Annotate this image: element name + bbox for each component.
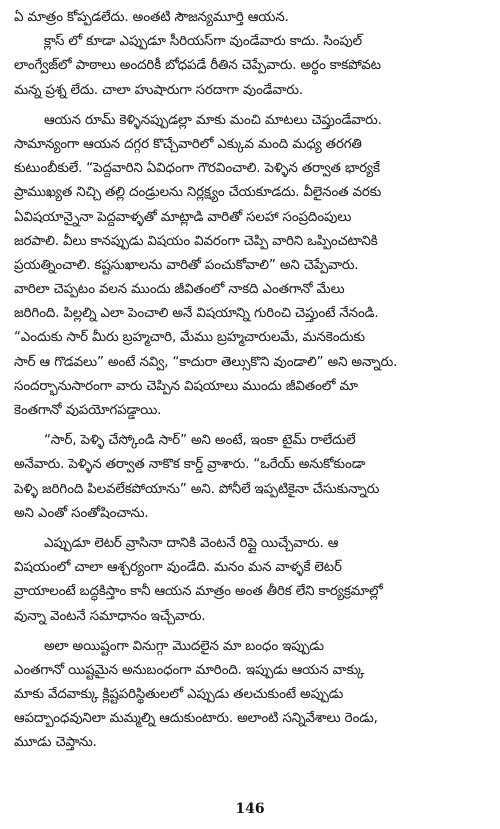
- text-line: సామాన్యంగా ఆయన దగ్గర కొచ్చేవారిలో ఎక్కువ మంది మధ్య తరగతి: [14, 136, 362, 152]
- text-line: మూడు చెప్తాను.: [14, 735, 97, 751]
- text-line: జరపాలి. వీలు కానప్పుడు విషయం వివరంగా చెప్పి వారిని ఒప్పించటానికి: [14, 233, 378, 249]
- text-line: పెళ్ళి జరిగింది పిలవలేకపోయాను” అని. పోనీలే ఇప్పటికైనా చేసుకున్నారు: [14, 481, 380, 497]
- body-text: [14, 6, 488, 756]
- text-line: అనేవారు. పెళ్ళిన తర్వాత నాకొక కార్డ్ వ్రాశారు. “ఒరేయ్ అనుకోకుండా: [14, 457, 366, 473]
- text-line: లాంగ్వేజ్‌లో పాఠాలు అందరికీ బోధపడే రీతిన చెప్పేవారు. అర్థం కాకపోవట: [14, 58, 381, 74]
- text-line: వ్రాయాలంటే బద్ధకిస్తాం కానీ ఆయన మాత్రం అంత తీరిక లేని కార్యక్రమాల్లో: [14, 584, 383, 600]
- text-line: ఏవిషయాన్నైనా పెద్దవాళ్ళతో మాట్లాడి వారితో సలహా సంప్రదింపులు: [14, 209, 352, 225]
- text-line: క్లాస్ లో కూడా ఎప్పుడూ సీరియస్‌గా వుండేవారు కాదు. సింపుల్: [44, 34, 362, 50]
- text-line: మన్న ప్రశ్న లేదు. చాలా హుషారుగా సరదాగా వుండేవారు.: [14, 82, 303, 98]
- text-line: ఎంతగానో యిష్టమైన అనుబంధంగా మారింది. ఇప్పుడు ఆయన వాక్కు: [14, 662, 365, 678]
- text-line: సార్ ఆ గొడవలు” అంటే నవ్వి, “కాదురా తెల్సుకొని వుండాలి” అని అన్నారు.: [14, 354, 398, 370]
- text-line: ఏ మాత్రం కోప్పడలేదు. అంతటి సౌజన్యమూర్తి ఆయన.: [14, 10, 289, 25]
- page-number: 146: [235, 801, 265, 817]
- text-line: ఆయన రూమ్ కెళ్ళినప్పుడల్లా మాకు మంచి మాటలు చెప్తుండేవారు.: [44, 112, 382, 128]
- text-line: “సార్, పెళ్ళి చేస్కోండి సార్” అని అంటే, ఇంకా టైమ్ రాలేదులే: [44, 433, 356, 449]
- text-line: వున్నా వెంటనే సమాధానం ఇచ్చేవారు.: [14, 608, 206, 624]
- text-line: ఆపద్బాంధవునిలా మమ్మల్ని ఆదుకుంటారు. అలాంటి సన్నివేశాలు రెండు,: [14, 711, 378, 727]
- text-line: మాకు వేదవాక్కు క్లిష్టపరిస్థితులలో ఎప్పుడు తలచుకుంటే అప్పుడు: [14, 687, 344, 703]
- text-line: ప్రయత్నించాలి. కష్టసుఖాలను వారితో పంచుకోవాలి” అని చెప్పేవారు.: [14, 257, 359, 273]
- text-line: కుటుంబీకులే. “పెద్దవారిని ఏవిధంగా గౌరవించాలి. పెళ్ళిన తర్వాత భార్యకే: [14, 161, 380, 177]
- text-line: “ఎందుకు సార్ మీరు బ్రహ్మచారి, మేము బ్రహ్మచారులమే, మనకెందుకు: [14, 330, 365, 346]
- text-line: ఎప్పుడూ లెటర్ వ్రాసినా దానికి వెంటనే రిప్లై యిచ్చేవారు. ఆ: [44, 535, 339, 551]
- text-line: కెంతగానో వుపయోగపడ్డాయి.: [14, 403, 162, 418]
- text-line: అని ఎంతో సంతోషించాను.: [14, 505, 149, 521]
- text-line: ప్రాముఖ్యత నిచ్చి తల్లి దండ్రులను నిర్లక్ష్యం చేయకూడదు. వీలైనంత వరకు: [14, 185, 382, 201]
- text-line: వారిలా చెప్పటం వలన ముందు జీవితంలో నాకది ఎంతగానో మేలు: [14, 282, 345, 298]
- text-line: జరిగింది. పిల్లల్ని ఎలా పెంచాలి అనే విషయాన్ని గురించి చెప్తుంటే నేనండి.: [14, 306, 379, 322]
- text-line: సందర్భానుసారంగా వారు చెప్పిన విషయాలు ముందు జీవితంలో మా: [14, 378, 358, 394]
- text-line: అలా అయిష్టంగా వినుగ్గా మొదలైన మా బంధం ఇప్పుడు: [44, 638, 324, 654]
- text-line: విషయంలో చాలా ఆశ్చర్యంగా వుండేది. మనం మన వాళ్ళకే లెటర్: [14, 560, 342, 576]
